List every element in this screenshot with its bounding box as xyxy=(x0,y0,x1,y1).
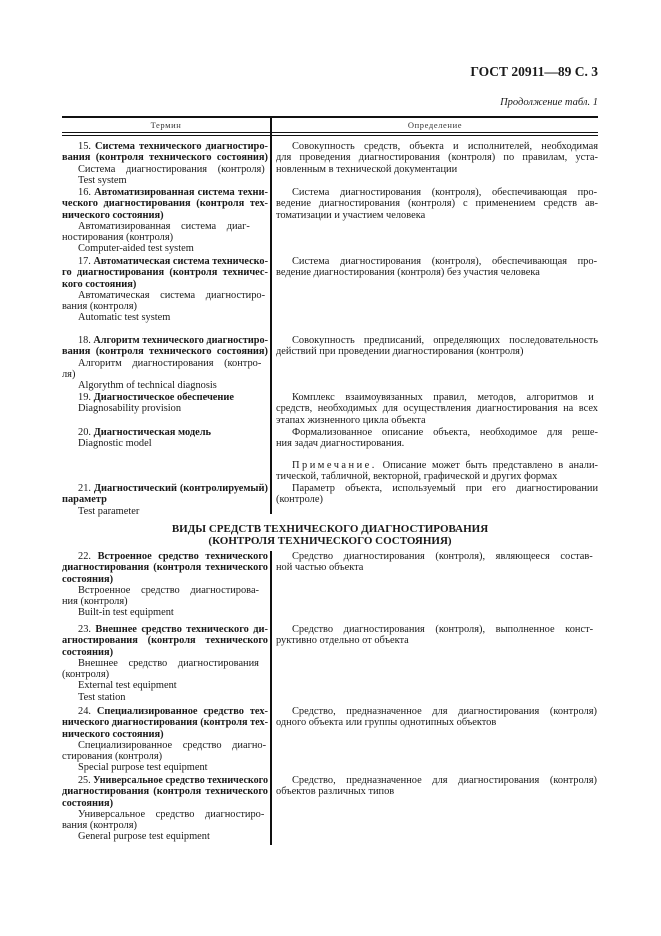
line-content xyxy=(62,820,137,831)
text-line xyxy=(276,256,598,267)
line-content xyxy=(78,809,264,820)
line-content xyxy=(78,607,174,618)
definition-entry xyxy=(276,775,598,798)
line-content xyxy=(78,427,211,438)
text-line xyxy=(276,471,598,482)
text-line xyxy=(62,692,268,703)
line-content xyxy=(62,786,268,797)
text-line xyxy=(62,152,268,163)
line-content xyxy=(62,494,107,505)
text-line xyxy=(62,635,268,646)
line-text: ния (контроля) xyxy=(62,596,128,608)
text-line xyxy=(62,175,268,186)
text-line xyxy=(276,152,598,163)
line-text: го диагностирования (контроля техничес- xyxy=(62,267,268,279)
line-content xyxy=(62,346,268,357)
line-content xyxy=(276,346,523,357)
term-entry xyxy=(62,551,268,619)
line-text: диагностирования (контроля технического xyxy=(62,562,268,574)
text-line xyxy=(62,809,268,820)
text-line xyxy=(62,279,268,290)
line-text: Комплекс взаимоувязанных правил, методов, алгоритмов и xyxy=(292,392,594,403)
line-content xyxy=(78,335,268,346)
definition-entry xyxy=(276,624,598,647)
term-entry xyxy=(62,483,268,517)
line-text: Система диагностирования (контроля) xyxy=(78,163,265,175)
line-content xyxy=(62,232,173,243)
line-text: (контроля) xyxy=(62,669,110,681)
header-rule-2 xyxy=(62,135,598,136)
text-line xyxy=(62,740,268,751)
line-text: Built-in test equipment xyxy=(78,607,174,619)
text-line xyxy=(62,607,268,618)
text-line xyxy=(62,820,268,831)
definition-entry xyxy=(276,427,598,450)
text-line xyxy=(62,346,268,357)
line-text: Диагностический (контролируемый) xyxy=(93,483,268,494)
line-content xyxy=(78,740,266,751)
text-line xyxy=(276,775,598,786)
column-header-term: Термин xyxy=(150,120,182,130)
text-line xyxy=(62,551,268,562)
text-line xyxy=(276,438,598,449)
line-content xyxy=(62,562,268,573)
line-content xyxy=(292,141,598,152)
line-text: External test equipment xyxy=(78,680,177,692)
line-content xyxy=(78,175,127,186)
line-text: действий при проведении диагностирования (контроля) xyxy=(276,346,524,358)
line-text: Автоматизированная система диаг- xyxy=(78,220,250,232)
line-text: Test parameter xyxy=(78,505,140,517)
line-text: кого состояния) xyxy=(62,278,137,290)
line-content xyxy=(78,680,177,691)
line-content xyxy=(78,551,268,562)
line-text: Диагностическое обеспечение xyxy=(93,392,235,403)
section-heading xyxy=(62,524,598,547)
line-text: Automatic test system xyxy=(78,312,171,324)
text-line xyxy=(62,483,268,494)
text-line xyxy=(62,232,268,243)
line-content xyxy=(78,762,208,773)
text-line xyxy=(276,551,598,562)
line-content xyxy=(292,460,598,471)
text-line xyxy=(62,256,268,267)
line-content xyxy=(78,290,265,301)
text-line xyxy=(62,786,268,797)
term-number: 24. xyxy=(78,706,91,717)
text-line xyxy=(276,403,598,414)
line-content xyxy=(78,403,181,414)
line-text: Система технического диагностиро- xyxy=(94,141,268,152)
line-text: Совокупность средств, объекта и исполнителей, необходимая xyxy=(292,141,598,152)
line-content xyxy=(78,775,268,786)
term-number: 20. xyxy=(78,427,91,438)
definition-entry xyxy=(276,256,598,279)
line-text: Совокупность предписаний, определяющих последовательность xyxy=(292,335,598,346)
text-line xyxy=(276,460,598,471)
line-text: Универсальное средство технического xyxy=(93,775,269,786)
definition-entry xyxy=(276,335,598,358)
line-content xyxy=(276,717,496,728)
line-content xyxy=(276,152,598,163)
text-line xyxy=(276,494,598,505)
line-content xyxy=(78,506,139,517)
line-text: параметр xyxy=(62,494,107,506)
term-entry xyxy=(62,256,268,324)
line-text: вания (контроля технического состояния) xyxy=(62,152,268,164)
line-text: ведение диагностирования (контроля) без участия человека xyxy=(276,267,540,279)
line-content xyxy=(78,358,261,369)
line-content xyxy=(78,658,259,669)
definition-entry xyxy=(276,187,598,221)
text-line xyxy=(62,312,268,323)
line-content xyxy=(78,692,125,703)
line-content xyxy=(78,221,250,232)
text-line xyxy=(62,831,268,842)
line-content xyxy=(78,438,152,449)
text-line xyxy=(62,658,268,669)
line-content xyxy=(276,494,323,505)
line-text: (контроле) xyxy=(276,494,323,506)
line-content xyxy=(276,403,598,414)
line-content xyxy=(292,335,598,346)
line-content xyxy=(78,706,268,717)
line-text: Diagnostic model xyxy=(78,438,152,450)
text-line xyxy=(62,680,268,691)
line-content xyxy=(78,256,268,267)
line-content xyxy=(62,267,268,278)
term-number: 23. xyxy=(78,624,91,635)
line-text: стирования (контроля) xyxy=(62,751,163,763)
line-text: Автоматизированная система техни- xyxy=(94,187,268,198)
column-divider xyxy=(270,551,272,845)
line-content xyxy=(62,717,268,728)
line-text: вания (контроля технического состояния) xyxy=(62,346,268,358)
line-content xyxy=(62,596,128,607)
text-line xyxy=(62,574,268,585)
text-line xyxy=(62,585,268,596)
text-line xyxy=(276,346,598,357)
column-header-definition: Определение xyxy=(407,120,463,130)
term-number: 15. xyxy=(78,141,91,152)
text-line xyxy=(62,647,268,658)
text-line xyxy=(62,210,268,221)
text-line xyxy=(62,624,268,635)
line-text: ностирования (контроля) xyxy=(62,232,174,244)
line-content xyxy=(276,267,540,278)
line-content xyxy=(292,624,593,635)
line-text: диагностирования (контроля технического xyxy=(62,786,268,798)
text-line xyxy=(62,506,268,517)
line-content xyxy=(62,152,268,163)
line-content xyxy=(62,301,137,312)
term-number: 19. xyxy=(78,392,91,403)
text-line xyxy=(276,415,598,426)
text-line xyxy=(276,198,598,209)
line-content xyxy=(292,775,597,786)
text-line xyxy=(276,706,598,717)
line-content xyxy=(276,164,457,175)
line-content xyxy=(78,243,194,254)
line-content xyxy=(62,798,113,809)
line-content xyxy=(292,706,597,717)
text-line xyxy=(62,392,268,403)
line-text: Special purpose test equipment xyxy=(78,762,208,774)
line-text: Средство, предназначенное для диагностирования (контроля) xyxy=(292,775,597,786)
line-text: Средство диагностирования (контроля), выполненное конст- xyxy=(292,624,594,635)
line-content xyxy=(292,187,597,198)
text-line xyxy=(62,290,268,301)
line-content xyxy=(62,729,164,740)
note-label: Примечание. xyxy=(292,460,377,471)
line-content xyxy=(62,369,75,380)
term-number: 18. xyxy=(78,335,91,346)
text-line xyxy=(62,775,268,786)
text-line xyxy=(62,335,268,346)
line-content xyxy=(78,624,268,635)
text-line xyxy=(62,243,268,254)
text-line xyxy=(276,141,598,152)
text-line xyxy=(62,198,268,209)
term-entry xyxy=(62,141,268,186)
line-text: Параметр объекта, используемый при его диагностировании xyxy=(292,483,598,494)
line-content xyxy=(78,831,210,842)
line-content xyxy=(276,786,394,797)
line-text: Test station xyxy=(78,691,126,703)
text-line xyxy=(62,187,268,198)
text-line xyxy=(276,624,598,635)
line-text: ной частью объекта xyxy=(276,562,364,574)
text-line xyxy=(62,221,268,232)
line-text: Внешнее средство технического ди- xyxy=(95,624,268,635)
line-content xyxy=(62,574,113,585)
line-content xyxy=(62,198,268,209)
text-line xyxy=(62,751,268,762)
text-line xyxy=(62,562,268,573)
line-text: Algorythm of technical diagnosis xyxy=(78,380,217,392)
line-text: томатизации и участием человека xyxy=(276,209,426,221)
definition-entry xyxy=(276,706,598,729)
term-entry xyxy=(62,392,268,415)
line-content xyxy=(78,187,268,198)
line-text: тической, табличной, векторной, графической и других формах xyxy=(276,471,558,483)
line-text: вания (контроля) xyxy=(62,820,137,832)
text-line xyxy=(276,267,598,278)
line-content xyxy=(276,562,363,573)
line-text: Computer-aided test system xyxy=(78,243,194,255)
line-content xyxy=(62,279,136,290)
text-line xyxy=(62,301,268,312)
line-text: Встроенное средство технического xyxy=(97,551,268,562)
header-rule-1 xyxy=(62,132,598,133)
line-text: ведение диагностирования (контроля) с применением средств ав- xyxy=(276,198,598,210)
line-text: ния задач диагностирования. xyxy=(276,438,405,450)
line-text: Универсальное средство диагностиро- xyxy=(78,808,265,820)
table-top-rule xyxy=(62,116,598,118)
line-content xyxy=(292,483,598,494)
term-entry xyxy=(62,624,268,703)
line-text: Формализованное описание объекта, необходимое для реше- xyxy=(292,427,598,438)
line-text: Специализированное средство тех- xyxy=(96,706,268,717)
line-text: ческого диагностирования (контроля тех- xyxy=(62,198,268,210)
column-divider xyxy=(270,116,272,514)
line-text: руктивно отдельно от объекта xyxy=(276,635,409,647)
definition-entry xyxy=(276,551,598,574)
term-entry xyxy=(62,775,268,843)
text-line xyxy=(62,494,268,505)
text-line xyxy=(276,164,598,175)
line-text: Автоматическая система диагностиро- xyxy=(78,289,266,301)
text-line xyxy=(62,427,268,438)
text-line xyxy=(62,403,268,414)
line-text: состояния) xyxy=(62,646,114,658)
text-line xyxy=(62,669,268,680)
line-text: этапах жизненного цикла объекта xyxy=(276,414,426,426)
text-line xyxy=(62,369,268,380)
line-text: Diagnosability provision xyxy=(78,403,182,415)
line-content xyxy=(62,210,164,221)
line-text: для проведения диагностирования (контроля) по правилам, уста- xyxy=(276,152,598,164)
text-line xyxy=(62,438,268,449)
document-header: ГОСТ 20911—89 С. 3 xyxy=(470,64,598,79)
line-text: объектов различных типов xyxy=(276,786,395,798)
term-number: 22. xyxy=(78,551,91,562)
line-content xyxy=(62,669,109,680)
text-line xyxy=(276,786,598,797)
line-content xyxy=(78,585,259,596)
text-line xyxy=(276,187,598,198)
line-content xyxy=(78,483,268,494)
line-text: Описание может быть представлено в анали- xyxy=(382,460,598,471)
line-text: Автоматическая система техническо- xyxy=(93,256,268,267)
text-line xyxy=(276,635,598,646)
line-text: вания (контроля) xyxy=(62,301,137,313)
line-text: Средство, предназначенное для диагностирования (контроля) xyxy=(292,706,597,717)
text-line xyxy=(62,380,268,391)
text-line xyxy=(62,358,268,369)
section-heading-line: (КОНТРОЛЯ ТЕХНИЧЕСКОГО СОСТОЯНИЯ) xyxy=(208,534,452,547)
line-content xyxy=(78,164,265,175)
text-line xyxy=(62,267,268,278)
text-line xyxy=(276,483,598,494)
line-text: Диагностическая модель xyxy=(93,427,212,438)
text-line xyxy=(62,762,268,773)
definition-entry xyxy=(276,483,598,506)
text-line xyxy=(62,798,268,809)
line-content xyxy=(62,751,162,762)
line-text: нического диагностирования (контроля тех- xyxy=(62,717,268,729)
line-text: General purpose test equipment xyxy=(78,831,210,843)
table-continuation-label: Продолжение табл. 1 xyxy=(500,97,598,108)
line-content xyxy=(276,415,426,426)
text-line xyxy=(62,141,268,152)
line-content xyxy=(62,635,268,646)
term-number: 21. xyxy=(78,483,91,494)
text-line xyxy=(276,717,598,728)
term-entry xyxy=(62,335,268,391)
line-text: Внешнее средство диагностирования xyxy=(78,657,259,669)
text-line xyxy=(62,729,268,740)
line-text: Средство диагностирования (контроля), являющееся состав- xyxy=(292,551,593,562)
text-line xyxy=(276,335,598,346)
line-text: одного объекта или группы однотипных объектов xyxy=(276,717,497,729)
line-text: Алгоритм диагностирования (контро- xyxy=(78,357,262,369)
line-text: Система диагностирования (контроля), обеспечивающая про- xyxy=(292,256,598,267)
line-content xyxy=(62,647,113,658)
line-text: Специализированное средство диагно- xyxy=(78,739,267,751)
line-content xyxy=(276,210,425,221)
line-text: новленным в технической документации xyxy=(276,163,458,175)
line-content xyxy=(276,635,409,646)
line-text: агностирования (контроля технического xyxy=(62,635,268,647)
line-text: состояния) xyxy=(62,573,114,585)
line-text: Система диагностирования (контроля), обеспечивающая про- xyxy=(292,187,598,198)
term-number: 25. xyxy=(78,775,91,786)
text-line xyxy=(276,427,598,438)
definition-entry xyxy=(276,392,598,426)
line-text: Алгоритм технического диагностиро- xyxy=(93,335,268,346)
line-text: Test system xyxy=(78,174,127,186)
definition-note xyxy=(276,460,598,483)
line-content xyxy=(78,312,170,323)
line-text: Встроенное средство диагностирова- xyxy=(78,584,260,596)
line-content xyxy=(276,438,404,449)
term-entry xyxy=(62,706,268,774)
text-line xyxy=(62,596,268,607)
text-line xyxy=(276,562,598,573)
definition-entry xyxy=(276,141,598,175)
line-content xyxy=(276,471,557,482)
text-line xyxy=(62,706,268,717)
text-line xyxy=(276,392,598,403)
line-content xyxy=(292,427,598,438)
text-line xyxy=(62,717,268,728)
line-content xyxy=(78,141,268,152)
term-number: 17. xyxy=(78,256,91,267)
term-entry xyxy=(62,427,268,450)
line-text: нического состояния) xyxy=(62,209,164,221)
section-heading-line: ВИДЫ СРЕДСТВ ТЕХНИЧЕСКОГО ДИАГНОСТИРОВАНИЯ xyxy=(171,523,489,535)
line-content xyxy=(292,256,597,267)
line-text: состояния) xyxy=(62,797,114,809)
line-content xyxy=(276,198,598,209)
line-content xyxy=(78,392,234,403)
text-line xyxy=(62,164,268,175)
term-number: 16. xyxy=(78,187,91,198)
line-text: нического состояния) xyxy=(62,728,164,740)
line-text: средств, необходимых для осуществления диагностирования на всех xyxy=(276,403,598,415)
line-content xyxy=(292,392,594,403)
line-content xyxy=(292,551,593,562)
line-text: ля) xyxy=(62,368,76,380)
term-entry xyxy=(62,187,268,255)
text-line xyxy=(276,210,598,221)
line-content xyxy=(78,380,217,391)
